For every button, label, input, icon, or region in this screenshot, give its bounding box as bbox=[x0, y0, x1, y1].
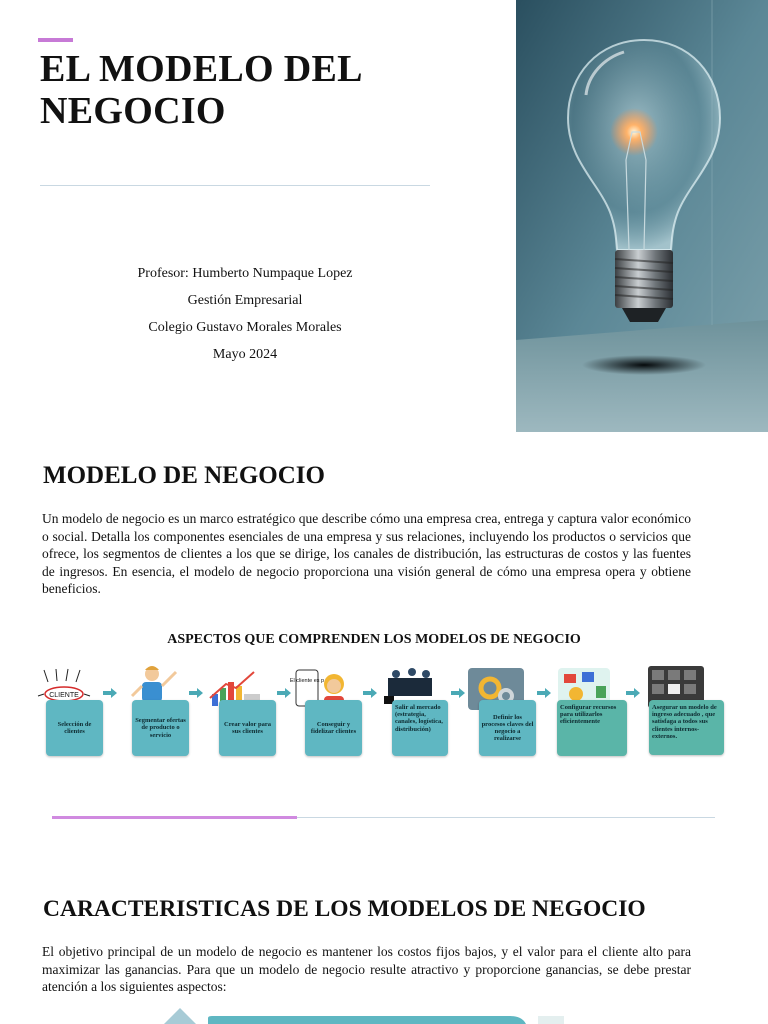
lightbulb-image bbox=[516, 0, 768, 432]
credit-subject: Gestión Empresarial bbox=[187, 293, 303, 308]
arrow-right-icon bbox=[103, 688, 117, 698]
step-card-recursos: Configurar recursos para utilizarlos eficientemente bbox=[557, 700, 627, 756]
step-card-seleccion: Selección de clientes bbox=[46, 700, 103, 756]
credit-professor: Profesor: Humberto Numpaque Lopez bbox=[137, 266, 353, 281]
section-divider-accent bbox=[52, 816, 297, 819]
section-paragraph-caracteristicas: El objetivo principal de un modelo de negocio es mantener los costos fijos bajos, y el valor para el cliente alto para maximizar las ganancias. Para que un modelo de negocio resulte atractivo y proporcione ganancias, se debe prestar atención a los siguientes aspectos: bbox=[42, 944, 691, 995]
arrow-right-icon bbox=[537, 688, 551, 698]
step-card-fidelizar: Conseguir y fidelizar clientes bbox=[305, 700, 362, 756]
next-diagram-fragment bbox=[160, 1006, 570, 1024]
step-card-crear-valor: Crear valor para sus clientes bbox=[219, 700, 276, 756]
step-card-ingreso: Asegurar un modelo de ingreso adecuado , que satisfaga a todos sus clientes internos-externos. bbox=[649, 700, 724, 755]
step-card-mercado: Salir al mercado (estrategia, canales, logística, distribución) bbox=[392, 700, 448, 756]
lightbulb-icon bbox=[516, 0, 768, 432]
arrow-right-icon bbox=[277, 688, 291, 698]
cliente-label: CLIENTE bbox=[49, 692, 79, 699]
credit-school: Colegio Gustavo Morales Morales bbox=[148, 320, 342, 335]
section-paragraph-modelo: Un modelo de negocio es un marco estratégico que describe cómo una empresa crea, entrega y captura valor económico o social. Detalla los componentes esenciales de una empresa y sus relaciones, incluyendo los productos o servicios que ofrece, los segmentos de clientes a los que se dirige, los canales de distribución, las estructuras de costos y las fuentes de ingresos. En esencia, el modelo de negocio proporciona una visión general de cómo una empresa opera y obtiene beneficios. bbox=[42, 511, 691, 597]
arrow-right-icon bbox=[626, 688, 640, 698]
step-card-procesos: Definir los procesos claves del negocio a realizarse bbox=[479, 700, 536, 756]
cliente-es-label: El cliente es p bbox=[289, 678, 325, 684]
credit-date: Mayo 2024 bbox=[212, 347, 278, 362]
step-card-segmentar: Segmentar ofertas de producto o servicio bbox=[132, 700, 189, 756]
section-title-caracteristicas: CARACTERISTICAS DE LOS MODELOS DE NEGOCIO bbox=[43, 896, 646, 922]
section-divider bbox=[297, 817, 715, 818]
title-divider bbox=[40, 185, 430, 186]
arrow-right-icon bbox=[189, 688, 203, 698]
arrow-right-icon bbox=[451, 688, 465, 698]
section-title-modelo: MODELO DE NEGOCIO bbox=[43, 462, 325, 489]
title-accent-bar bbox=[38, 38, 73, 42]
diagram-title: ASPECTOS QUE COMPRENDEN LOS MODELOS DE NEGOCIO bbox=[167, 632, 581, 647]
arrow-right-icon bbox=[363, 688, 377, 698]
cover-title: EL MODELO DEL NEGOCIO bbox=[40, 48, 361, 132]
cover-credits bbox=[40, 260, 450, 368]
